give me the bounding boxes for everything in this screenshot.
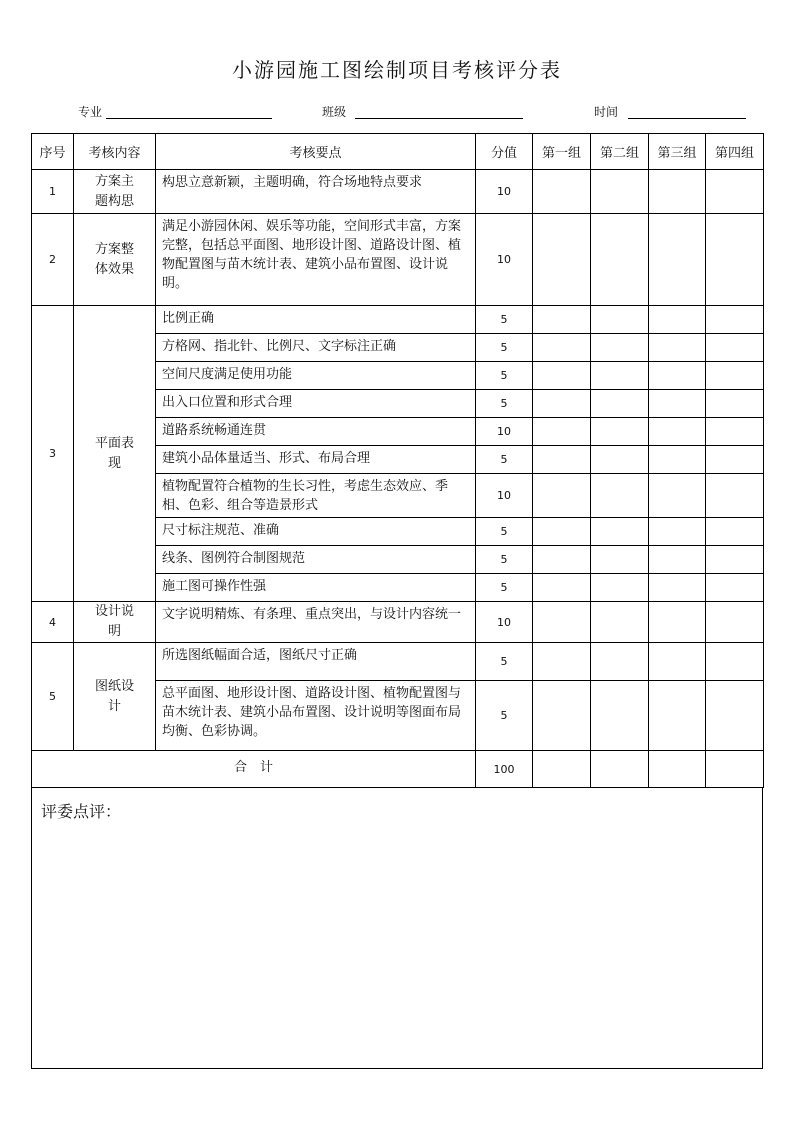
group-4-score-cell[interactable] (706, 574, 764, 602)
group-2-score-cell[interactable] (591, 362, 649, 390)
table-row (32, 602, 764, 643)
group-2-score-cell[interactable] (591, 546, 649, 574)
score-value: 5 (476, 574, 533, 602)
group-2-score-cell[interactable] (591, 334, 649, 362)
group-3-score-cell[interactable] (649, 518, 706, 546)
group-2-score-cell[interactable] (591, 518, 649, 546)
group-2-score-cell[interactable] (591, 474, 649, 518)
score-value: 5 (476, 546, 533, 574)
group-1-score-cell[interactable] (533, 214, 591, 306)
group-1-score-cell[interactable] (533, 170, 591, 214)
time-label: 时间 (594, 105, 619, 119)
assessment-point: 构思立意新颖，主题明确，符合场地特点要求 (156, 170, 476, 214)
group-1-score-cell[interactable] (533, 334, 591, 362)
group-2-score-cell[interactable] (591, 418, 649, 446)
score-value: 10 (476, 170, 533, 214)
group-2-score-cell[interactable] (591, 170, 649, 214)
group-2-score-cell[interactable] (591, 574, 649, 602)
group-2-score-cell[interactable] (591, 214, 649, 306)
header-points: 考核要点 (156, 134, 476, 170)
header-content: 考核内容 (74, 134, 156, 170)
group-1-score-cell[interactable] (533, 306, 591, 334)
group-4-score-cell[interactable] (706, 474, 764, 518)
assessment-point: 建筑小品体量适当、形式、布局合理 (156, 446, 476, 474)
group-3-score-cell[interactable] (649, 214, 706, 306)
group-2-score-cell[interactable] (591, 390, 649, 418)
row-number: 2 (32, 214, 74, 306)
group-1-score-cell[interactable] (533, 474, 591, 518)
assessment-point: 比例正确 (156, 306, 476, 334)
total-group-3[interactable] (649, 751, 706, 788)
group-1-score-cell[interactable] (533, 418, 591, 446)
group-1-score-cell[interactable] (533, 390, 591, 418)
header-no: 序号 (32, 134, 74, 170)
score-value: 10 (476, 474, 533, 518)
score-value: 10 (476, 602, 533, 643)
major-label: 专业 (78, 105, 103, 119)
score-value: 10 (476, 214, 533, 306)
major-field[interactable] (106, 118, 272, 119)
assessment-point: 出入口位置和形式合理 (156, 390, 476, 418)
class-field[interactable] (355, 118, 523, 119)
group-3-score-cell[interactable] (649, 602, 706, 643)
total-group-1[interactable] (533, 751, 591, 788)
group-4-score-cell[interactable] (706, 546, 764, 574)
group-3-score-cell[interactable] (649, 681, 706, 751)
header-group-1: 第一组 (533, 134, 591, 170)
assessment-point: 方格网、指北针、比例尺、文字标注正确 (156, 334, 476, 362)
total-group-4[interactable] (706, 751, 764, 788)
score-value: 5 (476, 390, 533, 418)
group-4-score-cell[interactable] (706, 643, 764, 681)
total-group-2[interactable] (591, 751, 649, 788)
group-1-score-cell[interactable] (533, 518, 591, 546)
group-4-score-cell[interactable] (706, 214, 764, 306)
assessment-point: 空间尺度满足使用功能 (156, 362, 476, 390)
group-2-score-cell[interactable] (591, 306, 649, 334)
group-4-score-cell[interactable] (706, 334, 764, 362)
score-value: 5 (476, 334, 533, 362)
group-1-score-cell[interactable] (533, 643, 591, 681)
score-value: 5 (476, 681, 533, 751)
class-label: 班级 (322, 105, 347, 119)
assessment-point: 植物配置符合植物的生长习性，考虑生态效应、季相、色彩、组合等造景形式 (156, 474, 476, 518)
table-row (32, 306, 764, 334)
group-1-score-cell[interactable] (533, 362, 591, 390)
group-2-score-cell[interactable] (591, 643, 649, 681)
assessment-point: 尺寸标注规范、准确 (156, 518, 476, 546)
page-title: 小游园施工图绘制项目考核评分表 (232, 58, 562, 82)
group-3-score-cell[interactable] (649, 418, 706, 446)
table-row (32, 170, 764, 214)
group-4-score-cell[interactable] (706, 170, 764, 214)
group-4-score-cell[interactable] (706, 518, 764, 546)
group-4-score-cell[interactable] (706, 418, 764, 446)
score-value: 5 (476, 306, 533, 334)
assessment-point: 施工图可操作性强 (156, 574, 476, 602)
row-number: 4 (32, 602, 74, 643)
group-4-score-cell[interactable] (706, 446, 764, 474)
group-3-score-cell[interactable] (649, 474, 706, 518)
group-4-score-cell[interactable] (706, 681, 764, 751)
group-3-score-cell[interactable] (649, 546, 706, 574)
time-field[interactable] (628, 118, 746, 119)
group-4-score-cell[interactable] (706, 306, 764, 334)
assessment-content: 图纸设计 (74, 643, 156, 751)
assessment-point: 文字说明精炼、有条理、重点突出，与设计内容统一 (156, 602, 476, 643)
assessment-content: 方案整体效果 (74, 214, 156, 306)
group-4-score-cell[interactable] (706, 602, 764, 643)
assessment-point: 线条、图例符合制图规范 (156, 546, 476, 574)
group-2-score-cell[interactable] (591, 602, 649, 643)
assessment-content: 设计说明 (74, 602, 156, 643)
table-row (32, 214, 764, 306)
group-3-score-cell[interactable] (649, 362, 706, 390)
table-body (32, 170, 764, 751)
total-row (32, 751, 764, 788)
row-number: 5 (32, 643, 74, 751)
row-number: 3 (32, 306, 74, 602)
group-3-score-cell[interactable] (649, 574, 706, 602)
group-1-score-cell[interactable] (533, 602, 591, 643)
group-2-score-cell[interactable] (591, 681, 649, 751)
row-number: 1 (32, 170, 74, 214)
table-row (32, 643, 764, 681)
group-3-score-cell[interactable] (649, 643, 706, 681)
header-group-2: 第二组 (591, 134, 649, 170)
group-1-score-cell[interactable] (533, 574, 591, 602)
score-table (31, 133, 764, 788)
score-value: 5 (476, 643, 533, 681)
group-1-score-cell[interactable] (533, 546, 591, 574)
assessment-content: 平面表现 (74, 306, 156, 602)
score-value: 10 (476, 418, 533, 446)
total-score: 100 (476, 751, 533, 788)
assessment-point: 道路系统畅通连贯 (156, 418, 476, 446)
review-box[interactable] (31, 787, 763, 1069)
assessment-point: 满足小游园休闲、娱乐等功能，空间形式丰富，方案完整，包括总平面图、地形设计图、道路设计图、植物配置图与苗木统计表、建筑小品布置图、设计说明。 (156, 214, 476, 306)
header-group-4: 第四组 (706, 134, 764, 170)
group-1-score-cell[interactable] (533, 681, 591, 751)
header-group-3: 第三组 (649, 134, 706, 170)
score-value: 5 (476, 446, 533, 474)
group-3-score-cell[interactable] (649, 306, 706, 334)
group-2-score-cell[interactable] (591, 446, 649, 474)
group-3-score-cell[interactable] (649, 334, 706, 362)
group-4-score-cell[interactable] (706, 362, 764, 390)
header-row (32, 134, 764, 170)
group-4-score-cell[interactable] (706, 390, 764, 418)
score-value: 5 (476, 362, 533, 390)
total-label: 合 计 (32, 751, 476, 788)
header-score: 分值 (476, 134, 533, 170)
group-3-score-cell[interactable] (649, 390, 706, 418)
info-row (0, 100, 794, 122)
assessment-content: 方案主题构思 (74, 170, 156, 214)
score-value: 5 (476, 518, 533, 546)
group-3-score-cell[interactable] (649, 446, 706, 474)
group-1-score-cell[interactable] (533, 446, 591, 474)
group-3-score-cell[interactable] (649, 170, 706, 214)
review-label: 评委点评： (41, 802, 122, 821)
assessment-point: 所选图纸幅面合适，图纸尺寸正确 (156, 643, 476, 681)
assessment-point: 总平面图、地形设计图、道路设计图、植物配置图与苗木统计表、建筑小品布置图、设计说明等图面布局均衡、色彩协调。 (156, 681, 476, 751)
